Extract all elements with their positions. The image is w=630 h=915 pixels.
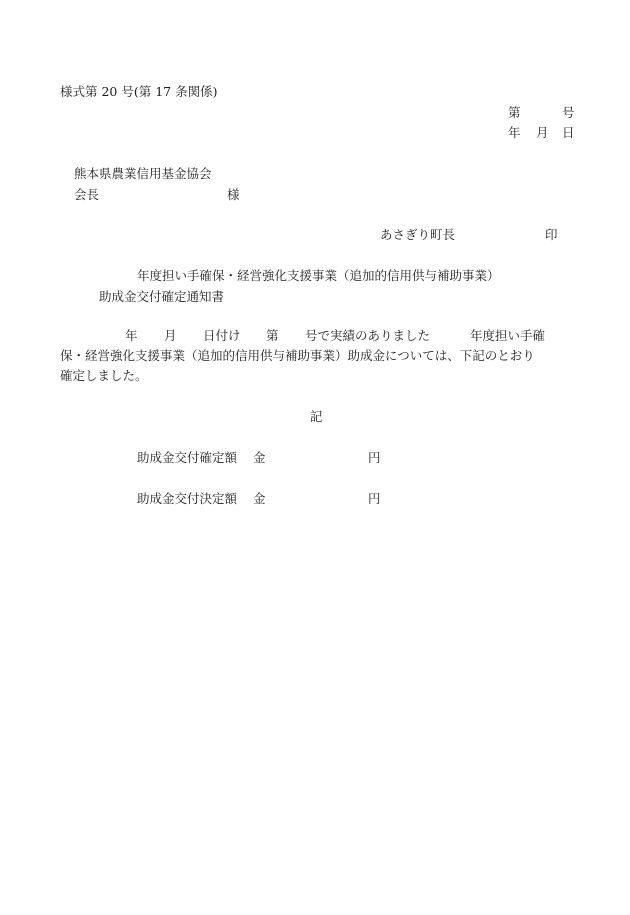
subject-line-1: 年度担い手確保・経営強化支援事業（追加的信用供与補助事業）: [137, 268, 500, 283]
item-decided-kin: 金: [253, 491, 266, 506]
ki-heading: 記: [310, 409, 323, 424]
item-confirmed-kin: 金: [253, 450, 266, 465]
addressee-honorific: 様: [227, 187, 240, 202]
body-year: 年: [125, 328, 138, 343]
doc-date-year: 年: [508, 125, 521, 140]
doc-date-day: 日: [562, 125, 575, 140]
body-fiscal-text: 年度担い手確: [470, 328, 546, 343]
body-line-3: 確定しました。: [60, 368, 148, 383]
form-label: 様式第 20 号(第 17 条関係): [60, 84, 218, 99]
addressee-title: 会長: [74, 187, 100, 202]
item-confirmed-en: 円: [368, 450, 381, 465]
doc-number-dai: 第: [508, 105, 521, 120]
addressee-organization: 熊本県農業信用基金協会: [74, 166, 212, 181]
body-dai: 第: [266, 328, 279, 343]
sender-name: あさぎり町長: [380, 227, 456, 242]
subject-line-2: 助成金交付確定通知書: [99, 289, 225, 304]
body-date-suffix: 日付け: [203, 328, 241, 343]
doc-number-go: 号: [562, 105, 575, 120]
item-decided-label: 助成金交付決定額: [137, 491, 238, 506]
body-month: 月: [164, 328, 177, 343]
sender-seal: 印: [545, 227, 558, 242]
item-confirmed-label: 助成金交付確定額: [137, 450, 238, 465]
doc-date-month: 月: [536, 125, 549, 140]
body-line-2: 保・経営強化支援事業（追加的信用供与補助事業）助成金については、下記のとおり: [60, 348, 535, 363]
body-go-text: 号で実績のありました: [305, 328, 431, 343]
item-decided-en: 円: [368, 491, 381, 506]
